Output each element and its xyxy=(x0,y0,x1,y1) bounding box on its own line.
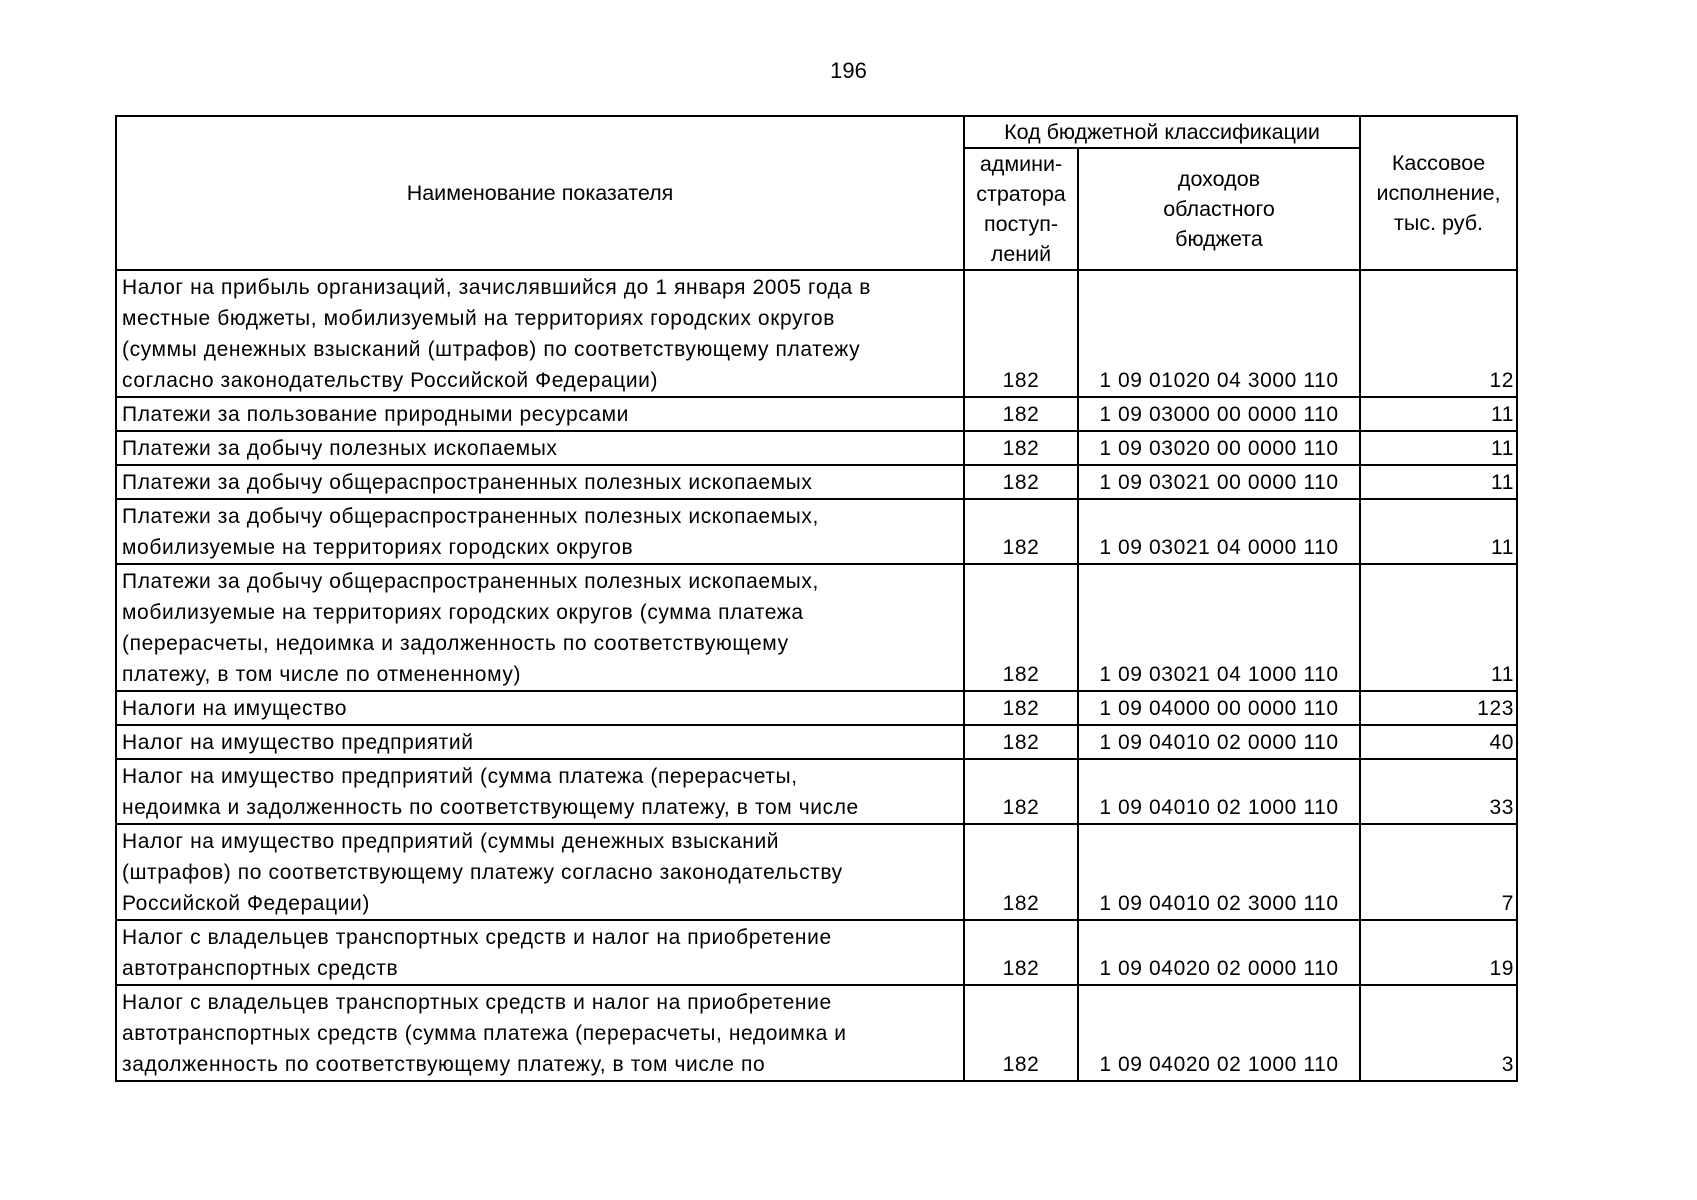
indicator-name-line: Платежи за добычу полезных ископаемых xyxy=(122,437,558,460)
table-row xyxy=(116,920,1517,985)
indicator-name-cell xyxy=(116,465,964,499)
income-code-cell: 1 09 03021 00 0000 110 xyxy=(1078,465,1360,499)
indicator-name-cell xyxy=(116,691,964,725)
indicator-name-line: согласно законодательству Российской Федерации) xyxy=(122,369,659,392)
income-code-cell: 1 09 03021 04 0000 110 xyxy=(1078,499,1360,564)
table-row xyxy=(116,499,1517,564)
administrator-code-cell: 182 xyxy=(964,431,1078,465)
indicator-name-line: мобилизуемые на территориях городских округов xyxy=(122,536,634,559)
administrator-code-cell: 182 xyxy=(964,499,1078,564)
header-line: областного xyxy=(1163,197,1275,221)
header-line: поступ- xyxy=(984,212,1058,236)
indicator-name-line: Налог на прибыль организаций, зачислявшийся до 1 января 2005 года в xyxy=(122,276,871,299)
cash-execution-cell: 40 xyxy=(1360,725,1517,759)
cash-execution-cell: 7 xyxy=(1360,824,1517,920)
administrator-code-cell: 182 xyxy=(964,725,1078,759)
administrator-code-cell: 182 xyxy=(964,397,1078,431)
income-code-cell: 1 09 04010 02 0000 110 xyxy=(1078,725,1360,759)
income-code-cell: 1 09 04010 02 3000 110 xyxy=(1078,824,1360,920)
table-row xyxy=(116,397,1517,431)
cash-execution-cell: 11 xyxy=(1360,465,1517,499)
indicator-name-cell xyxy=(116,499,964,564)
indicator-name-line: (суммы денежных взысканий (штрафов) по соответствующему платежу xyxy=(122,338,861,361)
table-body xyxy=(116,270,1517,1081)
income-code-cell: 1 09 04020 02 0000 110 xyxy=(1078,920,1360,985)
header-line: тыс. руб. xyxy=(1394,211,1484,235)
administrator-code-cell: 182 xyxy=(964,691,1078,725)
indicator-name-line: Налог на имущество предприятий (суммы денежных взысканий xyxy=(122,830,780,853)
table-row xyxy=(116,431,1517,465)
income-code-cell: 1 09 01020 04 3000 110 xyxy=(1078,270,1360,397)
indicator-name-line: Платежи за добычу общераспространенных полезных ископаемых xyxy=(122,471,813,494)
indicator-name-cell xyxy=(116,824,964,920)
cash-execution-cell: 3 xyxy=(1360,985,1517,1081)
indicator-name-line: автотранспортных средств (сумма платежа (перерасчеты, недоимка и xyxy=(122,1022,847,1045)
cash-execution-cell: 11 xyxy=(1360,397,1517,431)
income-code-cell: 1 09 03000 00 0000 110 xyxy=(1078,397,1360,431)
cash-execution-cell: 11 xyxy=(1360,564,1517,691)
administrator-code-cell: 182 xyxy=(964,920,1078,985)
administrator-code-cell: 182 xyxy=(964,985,1078,1081)
table-header xyxy=(116,116,1517,270)
cash-execution-cell: 11 xyxy=(1360,431,1517,465)
indicator-name-line: Налог с владельцев транспортных средств и налог на приобретение xyxy=(122,991,832,1014)
income-code-cell: 1 09 04010 02 1000 110 xyxy=(1078,759,1360,824)
indicator-name-line: местные бюджеты, мобилизуемый на территориях городских округов xyxy=(122,307,835,330)
indicator-name-line: Налоги на имущество xyxy=(122,697,348,720)
indicator-name-cell xyxy=(116,759,964,824)
table-row xyxy=(116,564,1517,691)
header-line: админи- xyxy=(979,152,1063,176)
income-code-cell: 1 09 04000 00 0000 110 xyxy=(1078,691,1360,725)
header-line: исполнение, xyxy=(1376,181,1501,205)
indicator-name-line: Налог с владельцев транспортных средств и налог на приобретение xyxy=(122,926,832,949)
indicator-name-line: платежу, в том числе по отмененному) xyxy=(122,663,522,686)
table-row xyxy=(116,465,1517,499)
indicator-name-line: (штрафов) по соответствующему платежу согласно законодательству xyxy=(122,861,843,884)
indicator-name-cell xyxy=(116,270,964,397)
header-line: стратора xyxy=(976,182,1066,206)
indicator-name-line: Платежи за добычу общераспространенных полезных ископаемых, xyxy=(122,505,819,528)
income-code-cell: 1 09 04020 02 1000 110 xyxy=(1078,985,1360,1081)
income-code-cell: 1 09 03021 04 1000 110 xyxy=(1078,564,1360,691)
header-indicator-name: Наименование показателя xyxy=(116,116,964,270)
indicator-name-line: (перерасчеты, недоимка и задолженность по соответствующему xyxy=(122,632,789,655)
indicator-name-cell xyxy=(116,397,964,431)
indicator-name-line: Платежи за пользование природными ресурсами xyxy=(122,403,630,426)
indicator-name-cell xyxy=(116,985,964,1081)
table-row xyxy=(116,759,1517,824)
administrator-code-cell: 182 xyxy=(964,824,1078,920)
indicator-name-cell xyxy=(116,431,964,465)
cash-execution-cell: 33 xyxy=(1360,759,1517,824)
table-row xyxy=(116,985,1517,1081)
table-row xyxy=(116,691,1517,725)
page-number: 196 xyxy=(830,58,867,83)
indicator-name-line: задолженность по соответствующему платежу, в том числе по xyxy=(122,1053,766,1076)
header-budget-code-group: Код бюджетной классификации xyxy=(964,116,1360,148)
indicator-name-line: Платежи за добычу общераспространенных полезных ископаемых, xyxy=(122,570,819,593)
budget-classification-table xyxy=(115,115,1518,1082)
income-code-cell: 1 09 03020 00 0000 110 xyxy=(1078,431,1360,465)
table-row xyxy=(116,824,1517,920)
header-income-code xyxy=(1078,148,1360,270)
cash-execution-cell: 123 xyxy=(1360,691,1517,725)
indicator-name-line: Налог на имущество предприятий (сумма платежа (перерасчеты, xyxy=(122,765,798,788)
header-line: лений xyxy=(990,242,1052,266)
indicator-name-line: Налог на имущество предприятий xyxy=(122,731,474,754)
table-row xyxy=(116,270,1517,397)
indicator-name-cell xyxy=(116,920,964,985)
cash-execution-cell: 11 xyxy=(1360,499,1517,564)
header-cash-execution xyxy=(1360,116,1517,270)
indicator-name-line: автотранспортных средств xyxy=(122,957,399,980)
header-administrator xyxy=(964,148,1078,270)
cash-execution-cell: 12 xyxy=(1360,270,1517,397)
indicator-name-line: Российской Федерации) xyxy=(122,892,370,915)
administrator-code-cell: 182 xyxy=(964,270,1078,397)
administrator-code-cell: 182 xyxy=(964,465,1078,499)
header-line: Кассовое xyxy=(1391,151,1486,175)
cash-execution-cell: 19 xyxy=(1360,920,1517,985)
table-row xyxy=(116,725,1517,759)
header-line: бюджета xyxy=(1175,227,1263,251)
indicator-name-line: мобилизуемые на территориях городских округов (сумма платежа xyxy=(122,601,804,624)
indicator-name-cell xyxy=(116,564,964,691)
administrator-code-cell: 182 xyxy=(964,759,1078,824)
indicator-name-cell xyxy=(116,725,964,759)
header-line: доходов xyxy=(1177,167,1261,191)
administrator-code-cell: 182 xyxy=(964,564,1078,691)
indicator-name-line: недоимка и задолженность по соответствующему платежу, в том числе xyxy=(122,796,859,819)
